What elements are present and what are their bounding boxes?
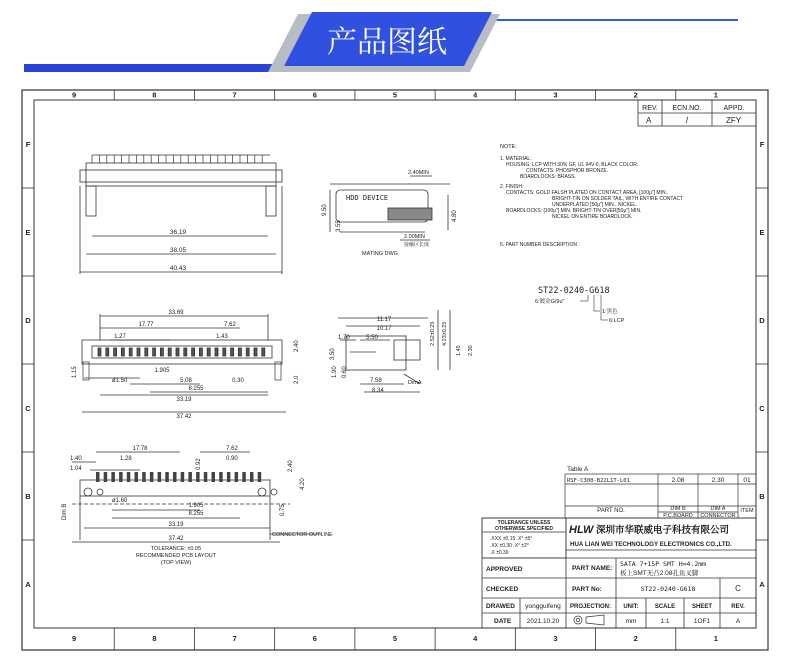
column-label: 1 <box>713 90 718 100</box>
pcb-pad <box>111 472 115 482</box>
pcb-0-75: 0.75 <box>280 504 286 516</box>
part-name-line-2: 板上SMT无凸2.08孔鱼叉脚 <box>620 570 699 577</box>
label-checked: CHECKED <box>486 586 519 593</box>
tolerance-line-1: .XXX ±0.15 .X° ±5° <box>490 536 533 542</box>
pcb-1-28: 1.28 <box>120 456 132 462</box>
dim-1-70: 1.70 <box>338 335 350 341</box>
appd-header: APPD. <box>723 105 745 112</box>
pcb-8-255: 8.255 <box>188 511 204 517</box>
pcb-pad <box>188 472 192 482</box>
pcb-pad <box>181 472 185 482</box>
dim-37-42: 37.42 <box>176 414 192 420</box>
dim-contact-note: 接触区长度 <box>404 242 430 248</box>
pin <box>137 348 140 356</box>
table-a-h-item: ITEM <box>740 508 754 514</box>
pin <box>184 348 187 356</box>
table-a-h-connector: CONNECTOR <box>700 513 736 519</box>
pin <box>176 348 179 356</box>
pcb-pad <box>173 472 177 482</box>
dim-1-90: 1.90 <box>332 366 338 378</box>
drawer-name: yongguifeng <box>525 603 561 610</box>
note-line: BOARDLOCKS: [100μ"] MIN. BRIGHT-TIN OVER[50μ"] MIN. <box>506 208 642 214</box>
column-label: 8 <box>152 90 157 100</box>
row-label: F <box>759 140 765 149</box>
dim-0-60: 0.60 <box>342 366 348 378</box>
table-a-h-pcb: P.C.BOARD <box>663 513 693 519</box>
label-unit: UNIT: <box>623 604 639 610</box>
table-a-h-partno: PART NO. <box>597 508 625 514</box>
unit-value: mm <box>625 618 637 625</box>
label-sheet: SHEET <box>691 604 713 610</box>
pcb-1-40: 1.40 <box>70 456 82 462</box>
column-label: 4 <box>473 90 478 100</box>
table-a-dimb: 2.08 <box>671 477 685 484</box>
pcb-dim-b: Dim B <box>62 503 68 520</box>
pin <box>246 348 249 356</box>
pin <box>153 348 156 356</box>
pin <box>231 348 234 356</box>
dim-17-77: 17.77 <box>138 322 154 328</box>
pin <box>192 348 195 356</box>
pcb-1-04: 1.04 <box>70 466 82 472</box>
ecn-value: / <box>685 115 689 125</box>
rev-value-bottom: A <box>735 618 741 625</box>
dim-40-43: 40.43 <box>169 265 187 272</box>
note-line: 1. MATERIAL: <box>500 156 532 162</box>
row-label: A <box>25 580 31 589</box>
tolerance-line-2: .XX ±0.30 .X° ±2° <box>490 543 529 549</box>
dim-8-34: 8.34 <box>372 388 384 394</box>
dim-5-08: 5.08 <box>180 378 192 384</box>
pcb-33-19: 33.19 <box>168 522 184 528</box>
pcb-pad <box>235 472 239 482</box>
pcb-pad <box>196 472 200 482</box>
pin <box>145 348 148 356</box>
label-projection: PROJECTION: <box>570 604 612 610</box>
scale-value: 1:1 <box>660 618 670 625</box>
note-line: CONTACTS: GOLD FALSH PLATED ON CONTACT AREA, [100μ"] MIN.. <box>506 190 669 196</box>
column-label: 2 <box>633 90 638 100</box>
hdd-device-label: HDD DEVICE <box>346 194 389 202</box>
pcb-pad <box>142 472 146 482</box>
pcb-pad <box>250 472 254 482</box>
callout-material: 6:LCP <box>609 318 625 324</box>
pin <box>168 348 171 356</box>
note-line: HOUSING: LCP WITH 30% GF, UL 94V-0, BLACK COLOR. <box>506 162 639 168</box>
dim-2-40-top: 2.40 <box>294 340 300 352</box>
ecn-header: ECN.NO. <box>672 105 702 112</box>
note-line: 5. PART NUMBER DESCRIPTION : <box>500 242 580 248</box>
engineering-drawing <box>0 80 790 663</box>
pcb-1-905: 1.905 <box>188 503 204 509</box>
pin <box>121 348 124 356</box>
dim-4-23: 4.23±0.25 <box>442 321 448 346</box>
pcb-4-20: 4.20 <box>300 478 306 490</box>
dim-2-40-min: 2.40MIN <box>408 170 429 176</box>
label-rev: REV. <box>731 604 745 610</box>
column-label: 5 <box>392 90 398 100</box>
pin <box>199 348 202 356</box>
label-approved: APPROVED <box>486 566 523 573</box>
column-label: 9 <box>72 634 77 643</box>
note-line: BRIGHT-TIN ON SOLDER TAIL, WITH ENTIRE CONTACT <box>552 196 684 202</box>
dim-0-30: 0.30 <box>232 378 244 384</box>
row-label: E <box>25 228 31 237</box>
table-a-partno: RSF-C300-B22L1T-L01 <box>567 478 630 484</box>
table-a-h-dimb: DIM B <box>670 506 686 512</box>
pin <box>207 348 210 356</box>
pin <box>238 348 241 356</box>
part-no-value: ST22-0240-G618 <box>640 585 696 593</box>
column-label: 3 <box>553 90 558 100</box>
pcb-pad <box>127 472 131 482</box>
pcb-pad <box>227 472 231 482</box>
row-label: D <box>25 316 31 325</box>
pcb-pad <box>96 472 100 482</box>
rev-letter: C <box>735 584 741 593</box>
pcb-pad <box>119 472 123 482</box>
pcb-tolerance: TOLERANCE: ±0.05 <box>150 546 202 552</box>
pin <box>160 348 163 356</box>
column-label: 7 <box>232 90 237 100</box>
pcb-pad <box>135 472 139 482</box>
dim-36-19: 36.19 <box>169 229 187 236</box>
dim-dima: DimA <box>408 380 422 386</box>
dim-2-52: 2.52±0.25 <box>430 321 436 346</box>
pcb-17-78: 17.78 <box>132 446 148 452</box>
rev-value: A <box>646 116 652 125</box>
pin <box>215 348 218 356</box>
dim-7-58: 7.58 <box>370 378 382 384</box>
part-number-code: ST22-0240-G618 <box>538 286 610 296</box>
tolerance-line-3: .X ±0.30 <box>490 550 509 556</box>
row-label: C <box>25 404 31 413</box>
pcb-phi-1-60: ø1.60 <box>112 498 128 504</box>
note-line: NICKEL ON ENTIRE BOARDLOCK. <box>552 214 633 220</box>
pin <box>114 348 117 356</box>
note-line: BOARDLOCKS: BRASS. <box>520 174 576 180</box>
sheet-value: 1OF1 <box>693 618 711 625</box>
dim-1-43: 1.43 <box>216 334 228 340</box>
company-name-en: HUA LIAN WEI TECHNOLOGY ELECTRONICS CO.,LTD. <box>570 541 732 548</box>
notes-heading: NOTE: <box>500 144 517 150</box>
dim-9-50: 9.50 <box>322 204 328 216</box>
dim-phi-1-50: ø1.50 <box>112 378 128 384</box>
column-label: 6 <box>312 90 317 100</box>
dim-1-45: 1.45 <box>456 345 462 356</box>
row-label: F <box>25 140 31 149</box>
row-label: B <box>759 492 765 501</box>
dim-33-69: 33.69 <box>168 310 184 316</box>
pcb-pad <box>212 472 216 482</box>
dim-2-0-top: 2.0 <box>294 375 300 384</box>
row-label: E <box>759 228 765 237</box>
table-a-h-dima: DIM A <box>710 506 726 512</box>
column-label: 8 <box>152 634 157 643</box>
date-value: 2021.10.20 <box>526 618 560 625</box>
note-line: CONTACTS: PHOSPHOR BRONZE. <box>526 168 609 174</box>
column-label: 2 <box>633 634 638 643</box>
column-label: 7 <box>232 634 237 643</box>
pcb-2-40: 2.40 <box>288 460 294 472</box>
pin <box>98 348 101 356</box>
tolerance-title-2: OTHERWISE SPECIFIED <box>495 526 553 532</box>
rev-header: REV. <box>642 105 658 112</box>
column-label: 1 <box>713 634 718 643</box>
pcb-pad <box>204 472 208 482</box>
dim-33-19: 33.19 <box>176 397 192 403</box>
row-label: D <box>759 316 765 325</box>
dim-38-05: 38.05 <box>169 247 187 254</box>
column-label: 5 <box>392 634 398 643</box>
dim-3-55: 3.55 <box>336 220 342 232</box>
pin <box>106 348 109 356</box>
pcb-pad <box>104 472 108 482</box>
pcb-7-62: 7.62 <box>226 446 238 452</box>
table-a-dima: 2.30 <box>711 477 725 484</box>
note-line: 2. FINISH: <box>500 184 524 190</box>
pcb-37-42: 37.42 <box>168 536 184 542</box>
pcb-pad <box>150 472 154 482</box>
pcb-0-90: 0.90 <box>226 456 238 462</box>
dim-4-80: 4.80 <box>452 210 458 222</box>
company-name-cn: 深圳市华联威电子科技有限公司 <box>596 525 730 536</box>
tolerance-title-1: TOLERANCE UNLESS <box>497 520 551 526</box>
dim-3-50: 3.50 <box>330 348 336 360</box>
page-banner <box>0 0 790 80</box>
label-scale: SCALE <box>654 604 676 610</box>
dim-10-17: 10.17 <box>376 326 392 332</box>
company-logo: HLW <box>569 524 594 536</box>
appd-value: ZFY <box>726 116 742 125</box>
callout-color: 1:黑色 <box>602 309 618 315</box>
column-label: 4 <box>473 634 478 643</box>
mating-dwg-label: MATING DWG <box>362 251 398 257</box>
column-label: 6 <box>312 634 317 643</box>
pin <box>262 348 265 356</box>
dim-7-62: 7.62 <box>224 322 236 328</box>
dim-5-50: 5.50 <box>366 335 378 341</box>
dim-1-27: 1.27 <box>114 334 126 340</box>
pcb-top-view: (TOP VIEW) <box>160 560 192 566</box>
label-part-name: PART NAME: <box>572 565 613 572</box>
dim-2-30: 2.30 <box>468 345 474 356</box>
dim-11-17: 11.17 <box>376 317 392 323</box>
banner-title: 产品图纸 <box>327 25 447 60</box>
pcb-layout-title: RECOMMENDED PCB LAYOUT <box>135 553 217 559</box>
row-label: C <box>759 404 765 413</box>
pcb-pad <box>219 472 223 482</box>
pcb-pad <box>165 472 169 482</box>
callout-plating: 6:镀金G/9u" <box>535 299 565 305</box>
row-label: B <box>25 492 31 501</box>
part-name-line-1: SATA 7+15P SMT H=4.2mm <box>620 560 707 568</box>
pin <box>254 348 257 356</box>
pcb-pad <box>158 472 162 482</box>
dim-2-00-min: 2.00MIN <box>404 234 425 240</box>
dim-8-255: 8.255 <box>188 386 204 392</box>
connector-outline-label: CONNECTOR OUTLINE <box>272 532 333 538</box>
label-drawed: DRAWED <box>486 603 515 610</box>
pcb-pad <box>242 472 246 482</box>
pcb-0-92: 0.92 <box>196 458 202 470</box>
dim-1-15: 1.15 <box>72 366 78 378</box>
note-line: UNDERPLATED [50μ"] MIN.. NICKEL. <box>552 202 638 208</box>
row-label: A <box>759 580 765 589</box>
pcb-pad <box>258 472 262 482</box>
column-label: 3 <box>553 634 558 643</box>
dim-1-905: 1.905 <box>154 368 170 374</box>
label-date: DATE <box>494 618 512 625</box>
table-a-title: Table A <box>567 466 589 473</box>
label-part-no: PART No: <box>572 586 602 593</box>
table-a-item: 01 <box>743 477 751 484</box>
pin <box>223 348 226 356</box>
pin <box>129 348 132 356</box>
column-label: 9 <box>72 90 77 100</box>
